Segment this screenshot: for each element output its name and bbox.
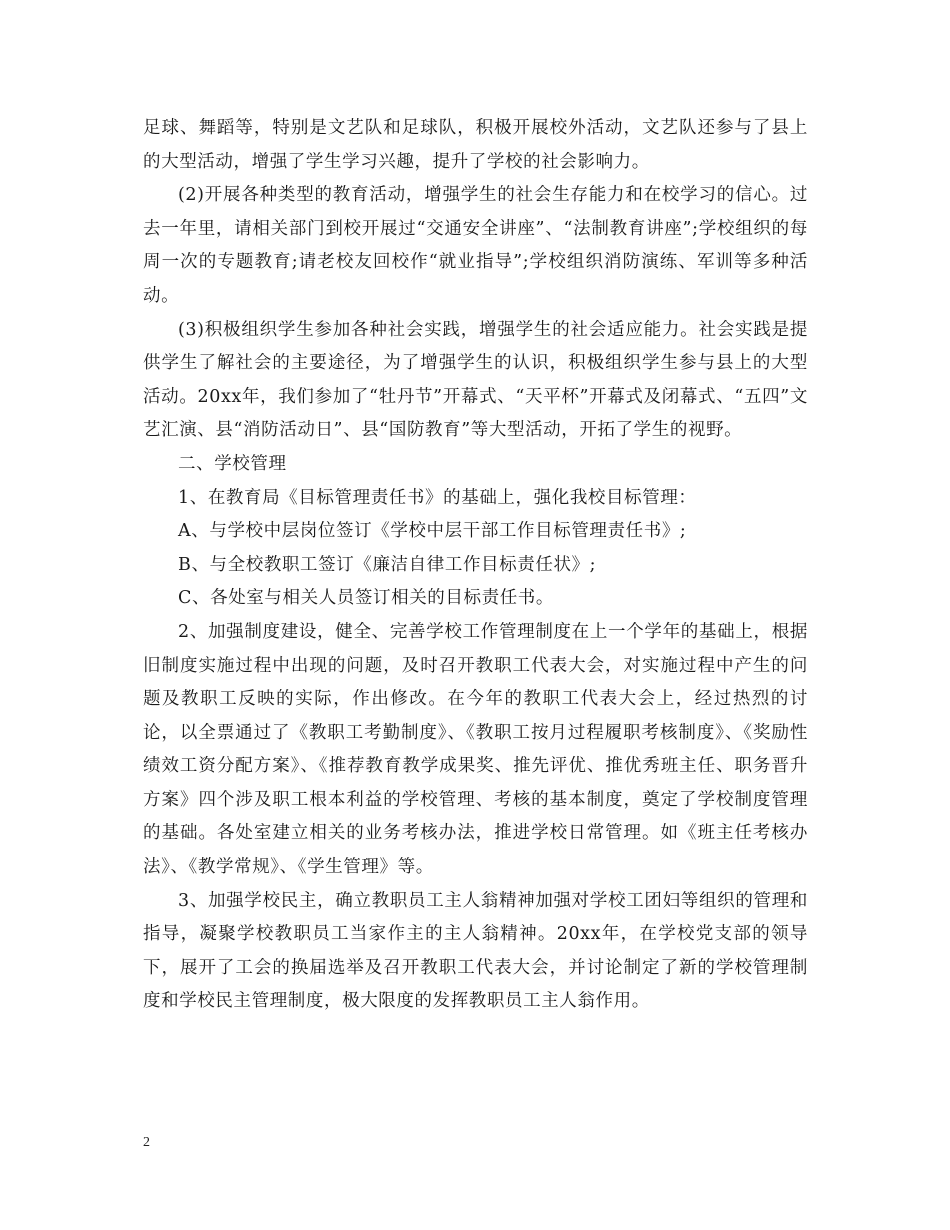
paragraph-point-3: 3、加强学校民主，确立教职员工主人翁精神加强对学校工团妇等组织的管理和指导，凝聚学校教职员工当家作主的主人翁精神。20xx年，在学校党支部的领导下，展开了工会的换届选举及召开教职工代表大会，并讨论制定了新的学校管理制度和学校民主管理制度，极大限度的发挥教职员工主人翁作用。 xyxy=(143,890,808,1012)
paragraph-item-3: (3)积极组织学生参加各种社会实践，增强学生的社会适应能力。社会实践是提供学生了解社会的主要途径，为了增强学生的认识，积极组织学生参与县上的大型活动。20xx年，我们参加了“牡丹节”开幕式、“天平杯”开幕式及闭幕式、“五四”文艺汇演、县“消防活动日”、县“国防教育”等大型活动，开拓了学生的视野。 xyxy=(143,319,808,441)
paragraph-sub-a: A、与学校中层岗位签订《学校中层干部工作目标管理责任书》; xyxy=(178,521,687,542)
page-number: 2 xyxy=(143,1135,150,1150)
paragraph-point-1: 1、在教育局《目标管理责任书》的基础上，强化我校目标管理： xyxy=(178,487,697,508)
paragraph-continuation: 足球、舞蹈等，特别是文艺队和足球队，积极开展校外活动，文艺队还参与了县上的大型活动，增强了学生学习兴趣，提升了学校的社会影响力。 xyxy=(143,118,808,172)
section-heading-school-management: 二、学校管理 xyxy=(178,453,287,474)
paragraph-sub-b: B、与全校教职工签订《廉洁自律工作目标责任状》; xyxy=(178,554,597,575)
paragraph-sub-c: C、各处室与相关人员签订相关的目标责任书。 xyxy=(178,588,554,609)
document-body xyxy=(143,112,808,1019)
paragraph-item-2: (2)开展各种类型的教育活动，增强学生的社会生存能力和在校学习的信心。过去一年里，请相关部门到校开展过“交通安全讲座”、“法制教育讲座”;学校组织的每周一次的专题教育;请老校友回校作“就业指导”;学校组织消防演练、军训等多种活动。 xyxy=(143,185,808,306)
paragraph-point-2: 2、加强制度建设，健全、完善学校工作管理制度在上一个学年的基础上，根据旧制度实施过程中出现的问题，及时召开教职工代表大会，对实施过程中产生的问题及教职工反映的实际，作出修改。在今年的教职工代表大会上，经过热烈的讨论，以全票通过了《教职工考勤制度》、《教职工按月过程履职考核制度》、《奖励性绩效工资分配方案》、《推荐教育教学成果奖、推先评优、推优秀班主任、职务晋升方案》四个涉及职工根本利益的学校管理、考核的基本制度，奠定了学校制度管理的基础。各处室建立相关的业务考核办法，推进学校日常管理。如《班主任考核办法》、《教学常规》、《学生管理》等。 xyxy=(143,621,808,878)
